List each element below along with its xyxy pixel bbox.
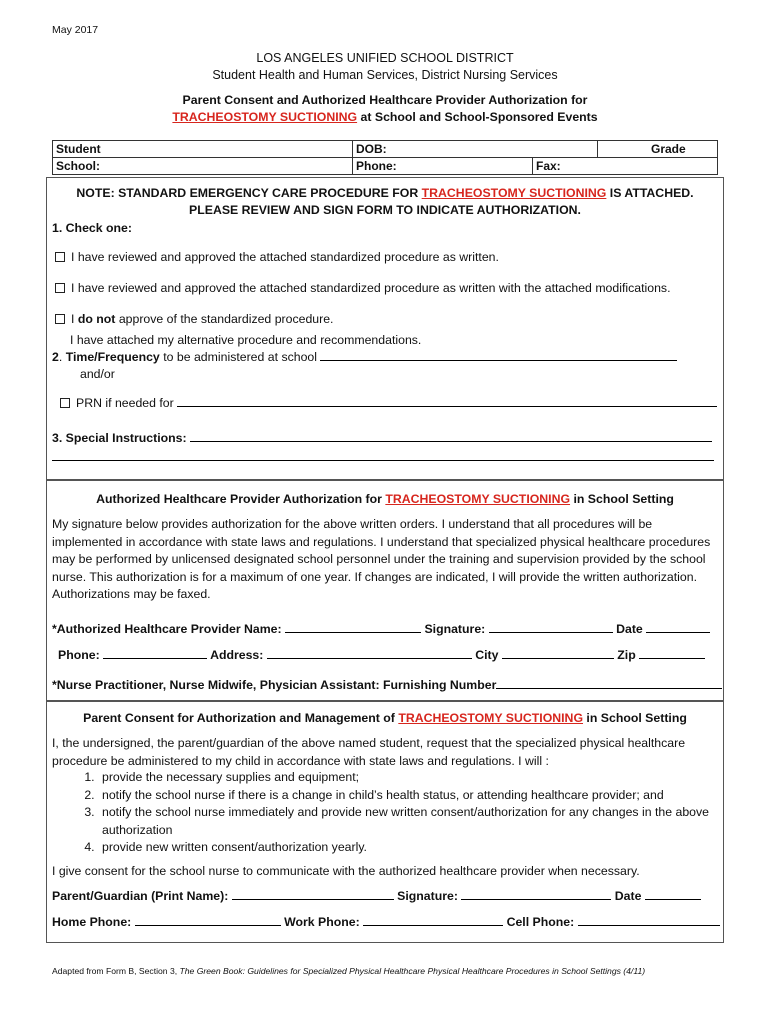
list-item: 4. provide new written consent/authorization yearly. xyxy=(98,839,720,857)
special-instructions-field[interactable] xyxy=(190,431,712,442)
prn-field[interactable] xyxy=(177,396,717,407)
provider-name-row: *Authorized Healthcare Provider Name: Signature: Date xyxy=(52,622,710,636)
form-title-line1: Parent Consent and Authorized Healthcare Provider Authorization for xyxy=(182,93,588,107)
parent-name-row: Parent/Guardian (Print Name): Signature: Date xyxy=(52,889,701,903)
provider-phone-field[interactable] xyxy=(103,648,207,659)
note-line2: PLEASE REVIEW AND SIGN FORM TO INDICATE AUTHORIZATION. xyxy=(189,203,581,217)
dob-cell[interactable]: DOB: xyxy=(353,141,598,158)
option-approved-modified[interactable]: I have reviewed and approved the attached standardized procedure as written with the attached modifications. xyxy=(55,281,671,295)
cell-phone-field[interactable] xyxy=(578,915,720,926)
provider-zip-field[interactable] xyxy=(639,648,705,659)
furnishing-number-field[interactable] xyxy=(496,678,722,689)
parent-name-field[interactable] xyxy=(232,889,394,900)
time-frequency-field[interactable] xyxy=(320,350,677,361)
provider-address-field[interactable] xyxy=(267,648,472,659)
checkbox-icon[interactable] xyxy=(55,252,65,262)
parent-responsibilities-list xyxy=(78,769,720,857)
parent-date-field[interactable] xyxy=(645,889,701,900)
option-approved[interactable]: I have reviewed and approved the attached standardized procedure as written. xyxy=(55,250,499,264)
student-info-table xyxy=(52,140,718,175)
procedure-name: TRACHEOSTOMY SUCTIONING xyxy=(172,110,358,124)
division-name: Student Health and Human Services, District Nursing Services xyxy=(212,68,558,82)
district-name: LOS ANGELES UNIFIED SCHOOL DISTRICT xyxy=(256,51,514,65)
parent-phone-row: Home Phone: Work Phone: Cell Phone: xyxy=(52,915,720,929)
work-phone-field[interactable] xyxy=(363,915,503,926)
parent-intro-text: I, the undersigned, the parent/guardian of the above named student, request that the specialized physical healthcare procedure be administered to my child in accordance with state laws and regulations. I will : xyxy=(52,736,686,768)
home-phone-field[interactable] xyxy=(135,915,281,926)
provider-heading: Authorized Healthcare Provider Authorization for TRACHEOSTOMY SUCTIONING in School Setting xyxy=(96,492,674,506)
time-frequency-row: 2. Time/Frequency to be administered at school xyxy=(52,350,677,364)
grade-cell[interactable]: Grade xyxy=(598,141,718,158)
provider-date-field[interactable] xyxy=(646,622,710,633)
student-cell[interactable]: Student xyxy=(53,141,353,158)
parent-heading: Parent Consent for Authorization and Management of TRACHEOSTOMY SUCTIONING in School Setting xyxy=(83,711,687,725)
furnishing-number-row: *Nurse Practitioner, Nurse Midwife, Physician Assistant: Furnishing Number xyxy=(52,678,722,692)
check-one-heading: 1. Check one: xyxy=(52,221,132,235)
and-or-text: and/or xyxy=(80,367,115,381)
checkbox-icon[interactable] xyxy=(60,398,70,408)
prn-row[interactable]: PRN if needed for xyxy=(60,396,717,410)
parent-signature-field[interactable] xyxy=(461,889,611,900)
consent-statement: I give consent for the school nurse to communicate with the authorized healthcare provider when necessary. xyxy=(52,864,640,878)
school-cell[interactable]: School: xyxy=(53,158,353,175)
option-not-approved[interactable]: I do not approve of the standardized procedure. xyxy=(55,312,333,326)
special-instructions-row: 3. Special Instructions: xyxy=(52,431,712,445)
provider-signature-field[interactable] xyxy=(489,622,613,633)
checkbox-icon[interactable] xyxy=(55,314,65,324)
footer-citation: Adapted from Form B, Section 3, The Green Book: Guidelines for Specialized Physical Healthcare Physical Healthcare Procedures in School Settings (4/11) xyxy=(52,966,646,976)
form-title-line2: TRACHEOSTOMY SUCTIONING at School and School-Sponsored Events xyxy=(172,110,598,124)
fax-cell[interactable]: Fax: xyxy=(533,158,718,175)
special-instructions-field-2[interactable] xyxy=(52,448,714,461)
list-item: 3. notify the school nurse immediately and provide new written consent/authorization for any changes in the above authorization xyxy=(98,804,720,839)
phone-cell[interactable]: Phone: xyxy=(353,158,533,175)
list-item: 2. notify the school nurse if there is a change in child’s health status, or attending healthcare provider; and xyxy=(98,787,720,805)
note-line1: NOTE: STANDARD EMERGENCY CARE PROCEDURE FOR TRACHEOSTOMY SUCTIONING IS ATTACHED. xyxy=(76,186,694,200)
list-item: 1. provide the necessary supplies and equipment; xyxy=(98,769,720,787)
provider-authorization-text: My signature below provides authorization for the above written orders. I understand that all procedures will be implemented in accordance with state laws and regulations. I understand that specialized physical healthcare procedures may be performed by unlicensed designated school personnel under the training and supervision provided by the school nurse. This authorization is for a maximum of one year. If changes are indicated, I will provide the written authorization. Authorizations may be faxed. xyxy=(52,517,711,602)
provider-phone-row: Phone: Address: City Zip xyxy=(58,648,705,662)
provider-name-field[interactable] xyxy=(285,622,421,633)
alternative-procedure-note: I have attached my alternative procedure and recommendations. xyxy=(70,333,422,347)
checkbox-icon[interactable] xyxy=(55,283,65,293)
provider-city-field[interactable] xyxy=(502,648,614,659)
form-date: May 2017 xyxy=(52,24,99,36)
